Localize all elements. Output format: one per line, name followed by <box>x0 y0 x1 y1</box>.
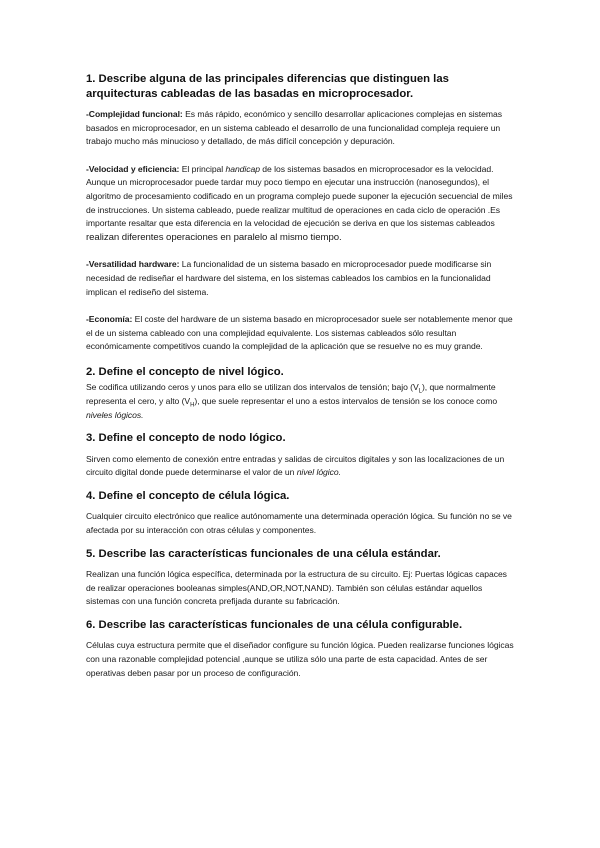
q6-answer: Células cuya estructura permite que el diseñador configure su función lógica. Pueden realizarse funciones lógicas con una razonable complejidad potencial ,aunque se utiliza sólo una parte de esta capacidad. Antes de ser operativas deben pasar por un proceso de configuración. <box>86 640 514 678</box>
term-complejidad: -Complejidad funcional: <box>86 109 183 119</box>
question-1-heading: 1. Describe alguna de las principales diferencias que distinguen las arquitecturas cableadas de las basadas en microprocesador. <box>86 73 449 100</box>
question-2-heading: 2. Define el concepto de nivel lógico. <box>86 365 284 378</box>
question-3-heading: 3. Define el concepto de nodo lógico. <box>86 432 286 445</box>
term-economia: -Economía: <box>86 314 133 325</box>
q5-answer: Realizan una función lógica específica, determinada por la estructura de su circuito. Ej: Puertas lógicas capaces de realizar operaciones booleanas simples(AND,OR,NOT,NAND). También son células estándar aquellos sistemas con una función concreta prefijada durante su fabricación. <box>86 569 507 607</box>
q3-answer: Sirven como elemento de conexión entre entradas y salidas de circuitos digitales y son las localizaciones de un circuito digital donde puede determinarse el valor de un nivel lógico. <box>86 453 505 478</box>
question-6-heading: 6. Describe las características funcionales de una célula configurable. <box>86 618 463 631</box>
q1-complejidad-paragraph: -Complejidad funcional: Es más rápido, económico y sencillo desarrollar aplicaciones complejas en sistemas basados en microprocesador, en un sistema cableado el desarrollo de una funcionalidad compleja requiere un trabajo mucho más minucioso y detallado, de más difícil concepción y depuración. <box>86 109 502 147</box>
question-4-heading: 4. Define el concepto de célula lógica. <box>86 489 290 502</box>
term-versatilidad: -Versatilidad hardware: <box>86 259 180 270</box>
q4-answer: Cualquier circuito electrónico que realice autónomamente una determinada operación lógica. Su función no se ve afectada por su interacción con otras células y componentes. <box>86 511 512 535</box>
term-velocidad: -Velocidad y eficiencia: <box>86 163 180 174</box>
q1-velocidad-paragraph: -Velocidad y eficiencia: El principal handicap de los sistemas basados en microprocesador es la velocidad. Aunque un microprocesador puede tardar muy poco tiempo en ejecutar una instrucción (nanosegundos), el algoritmo de procesamiento codificado en un programa complejo puede suponer la ejecución secuencial de miles de instrucciones. Un sistema cableado, puede realizar multitud de operaciones en cada ciclo de operación .Es importante resaltar que esta diferencia en la velocidad de ejecución se deriva en que los sistemas cableados realizan diferentes operaciones en paralelo al mismo tiempo. <box>86 163 513 243</box>
q1-economia-paragraph: -Economía: El coste del hardware de un sistema basado en microprocesador suele ser notablemente menor que el de un sistema cableado con una complejidad equivalente. Los sistemas cableados sólo resultan económicamente competitivos cuando la complejidad de la aplicación que se resuelve no es muy grande. <box>86 314 513 352</box>
question-5-heading: 5. Describe las características funcionales de una célula estándar. <box>86 547 441 560</box>
q1-versatilidad-paragraph: -Versatilidad hardware: La funcionalidad de un sistema basado en microprocesador puede modificarse sin necesidad de rediseñar el hardware del sistema, en los sistemas cableados los cambios en la funcionalidad implican el rediseño del sistema. <box>86 259 492 297</box>
document-content <box>86 70 518 680</box>
q2-answer: Se codifica utilizando ceros y unos para ello se utilizan dos intervalos de tensión; bajo $(V_L)$, que normalmente representa el cero, y alto $(V_H)$, que suele representar el uno a estos intervalos de tensión se los conoce como niveles lógicos. <box>86 382 498 420</box>
